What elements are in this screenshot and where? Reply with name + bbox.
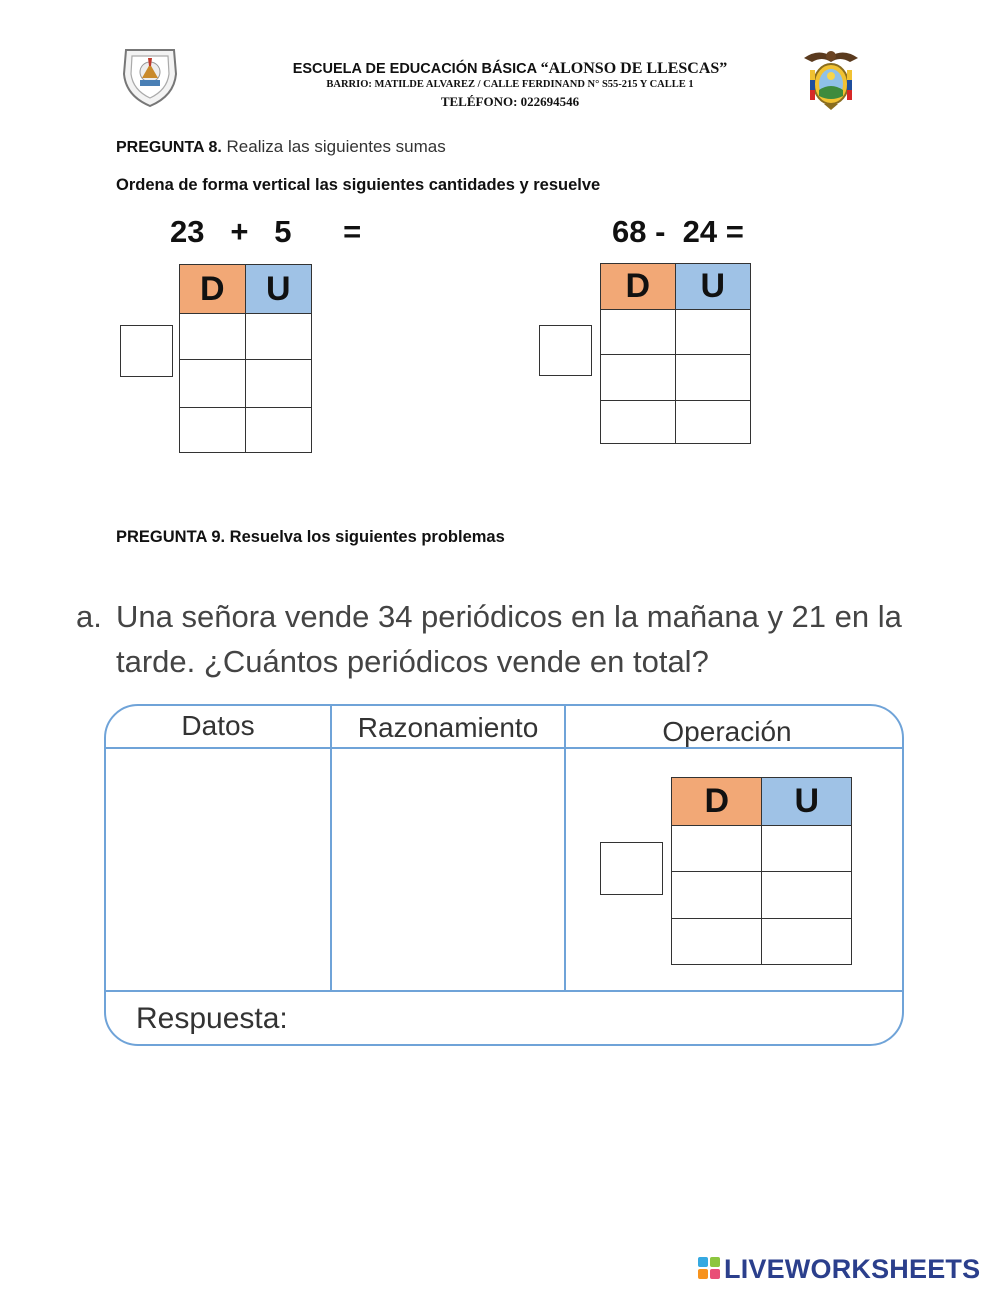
grid-cell[interactable] (601, 401, 676, 444)
units-header: U (675, 264, 751, 310)
grid-cell[interactable] (762, 872, 852, 919)
column-divider (330, 706, 332, 991)
problem-line-2: tarde. ¿Cuántos periódicos vende en total? (116, 644, 709, 679)
school-name: ESCUELA DE EDUCACIÓN BÁSICA “ALONSO DE LLESCAS” (292, 60, 728, 77)
answer-label: Respuesta: (136, 1002, 288, 1035)
grid-cell[interactable] (675, 401, 751, 444)
grid-cell[interactable] (180, 360, 246, 408)
grid-cell[interactable] (245, 360, 312, 408)
carry-box[interactable] (600, 842, 663, 895)
column-razonamiento: Razonamiento (357, 712, 539, 743)
blocks-icon (698, 1257, 722, 1281)
school-shield-icon (118, 44, 182, 108)
left-equation: 23 + 5 = (170, 214, 362, 249)
problem-a (76, 594, 902, 684)
grid-cell[interactable] (672, 826, 762, 872)
grid-cell[interactable] (672, 919, 762, 965)
problem-line-1: Una señora vende 34 periódicos en la mañana y 21 en la (116, 599, 902, 634)
answer-divider (105, 990, 903, 992)
grid-cell[interactable] (180, 314, 246, 360)
school-address: BARRIO: MATILDE ALVAREZ / CALLE FERDINAND N° S55-215 Y CALLE 1 (326, 79, 694, 90)
question-9-title: PREGUNTA 9. Resuelva los siguientes problemas (116, 528, 505, 546)
item-label: a. (76, 599, 102, 634)
column-divider (564, 706, 566, 991)
column-operacion: Operación (662, 716, 792, 747)
grid-cell[interactable] (675, 310, 751, 355)
grid-cell[interactable] (180, 408, 246, 453)
du-grid-operation (671, 777, 852, 965)
tens-header: D (601, 264, 676, 310)
grid-cell[interactable] (245, 408, 312, 453)
grid-cell[interactable] (762, 826, 852, 872)
coat-of-arms-icon (800, 46, 862, 112)
question-8-title: PREGUNTA 8. Realiza las siguientes sumas (116, 137, 446, 156)
question-8-instruction: Ordena de forma vertical las siguientes cantidades y resuelve (116, 176, 601, 194)
brand-name: LIVEWORKSHEETS (724, 1254, 981, 1284)
right-equation: 68 - 24 = (612, 214, 744, 249)
grid-cell[interactable] (762, 919, 852, 965)
tens-header: D (180, 265, 246, 314)
grid-cell[interactable] (675, 355, 751, 401)
grid-cell[interactable] (601, 310, 676, 355)
school-phone: TELÉFONO: 022694546 (440, 94, 580, 109)
grid-cell[interactable] (672, 872, 762, 919)
units-header: U (245, 265, 312, 314)
du-grid-right (600, 263, 751, 444)
carry-box[interactable] (539, 325, 592, 376)
column-datos: Datos (181, 710, 255, 741)
brand-logo (698, 1254, 980, 1285)
tens-header: D (672, 778, 762, 826)
du-grid-left (179, 264, 312, 453)
grid-cell[interactable] (245, 314, 312, 360)
units-header: U (762, 778, 852, 826)
carry-box[interactable] (120, 325, 173, 377)
grid-cell[interactable] (601, 355, 676, 401)
